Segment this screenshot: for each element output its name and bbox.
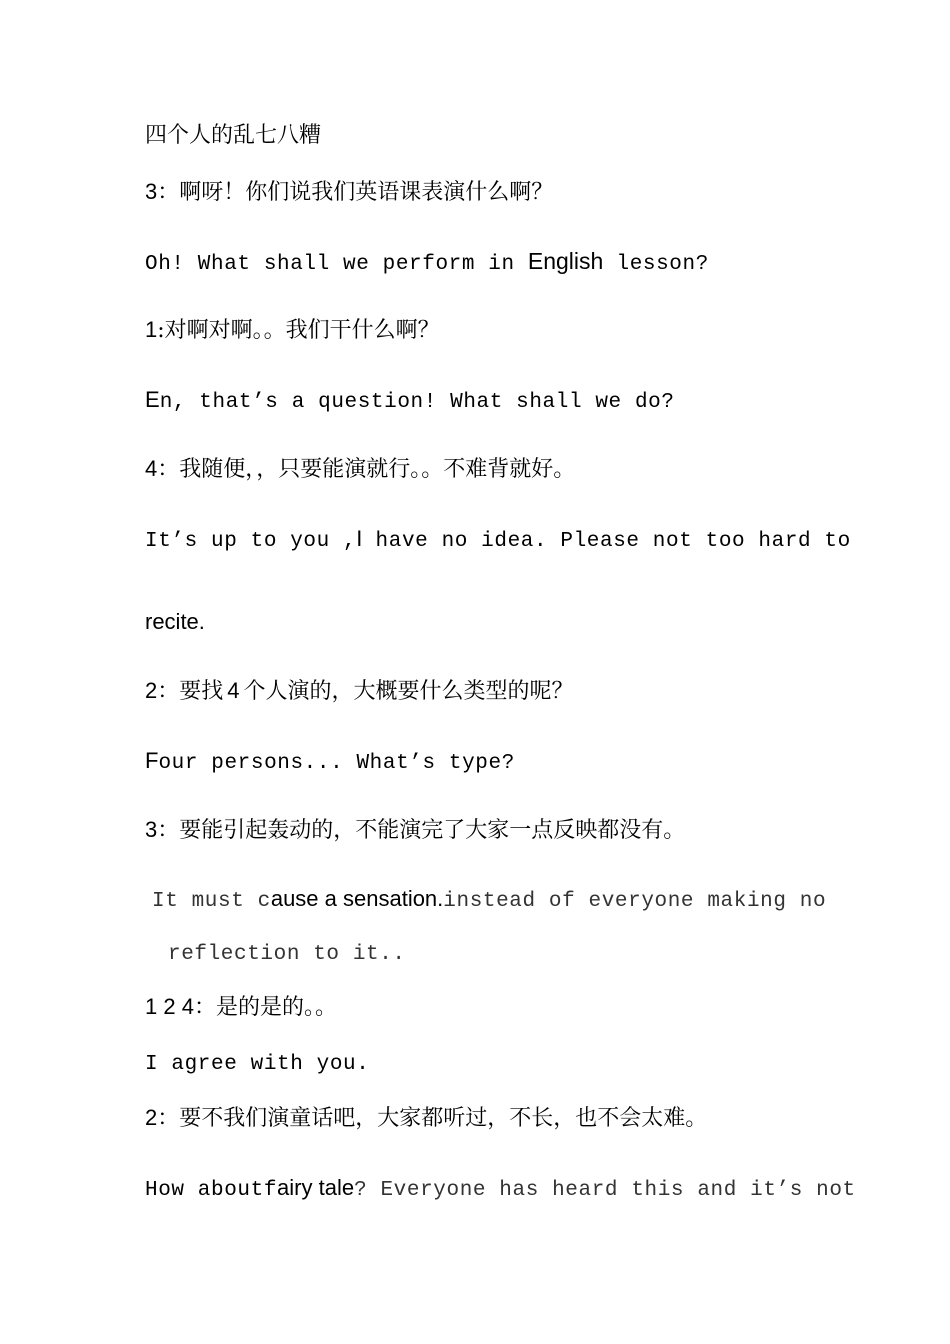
chinese-text: ：要找	[157, 679, 224, 704]
dialogue-line-16	[145, 1177, 856, 1201]
dialogue-line-8	[145, 680, 574, 703]
dialogue-line-13	[145, 996, 337, 1019]
dialogue-line-10	[145, 819, 685, 842]
chinese-text: :对啊对啊。。我们干什么啊？	[157, 318, 440, 343]
dialogue-line-9	[145, 750, 515, 774]
english-text: Oh! What shall we perform in	[145, 253, 528, 276]
chinese-text: ：啊呀！你们说我们英语课表演什么啊？	[157, 180, 554, 205]
english-text-word: I	[356, 526, 363, 551]
english-text: It’s up to you ,	[145, 530, 357, 553]
dialogue-line-2	[145, 250, 709, 275]
english-text-word: English	[527, 248, 604, 274]
english-text-end: ? Everyone has heard this and it’s not	[354, 1179, 856, 1202]
speaker-label: 3	[145, 817, 158, 842]
chinese-text: ：我随便，，只要能演就行。。不难背就好。	[157, 457, 576, 482]
english-text-phrase: airy tale	[277, 1175, 355, 1200]
speaker-label: 1 2 4	[145, 994, 194, 1019]
english-text: recite.	[145, 609, 205, 634]
english-text: n, that’s a question! What shall we do?	[159, 391, 675, 414]
english-text-end: have no idea. Please not too hard to	[362, 530, 851, 553]
english-text: our persons... What’s type?	[158, 752, 515, 775]
dialogue-line-1	[145, 181, 553, 204]
speaker-label: 2	[145, 1105, 158, 1130]
dialogue-line-11	[152, 888, 826, 912]
english-text-phrase: ause a sensation.	[270, 886, 444, 911]
english-text: It must c	[152, 890, 271, 913]
dialogue-line-12	[168, 944, 406, 965]
chinese-text: ：是的是的。。	[193, 995, 337, 1020]
english-text-end: lesson?	[603, 253, 709, 276]
title-text-value: 四个人的乱七八糟	[145, 123, 322, 148]
dialogue-line-14	[145, 1054, 369, 1075]
speaker-label: 1	[145, 317, 158, 342]
english-text: reflection to it..	[168, 943, 406, 966]
number-text: 4	[227, 678, 240, 703]
dialogue-line-7	[145, 611, 205, 633]
chinese-text-end: 个人演的，大概要什么类型的呢？	[243, 679, 574, 704]
english-text: How aboutf	[145, 1179, 278, 1202]
english-initial: E	[145, 387, 160, 412]
chinese-text: ：要能引起轰动的，不能演完了大家一点反映都没有。	[157, 818, 686, 843]
dialogue-line-3	[145, 319, 440, 342]
english-text: I agree with you.	[145, 1053, 370, 1076]
english-initial: F	[145, 748, 159, 773]
document-title	[145, 125, 321, 147]
dialogue-line-6	[145, 528, 851, 552]
chinese-text: ：要不我们演童话吧，大家都听过，不长，也不会太难。	[157, 1106, 708, 1131]
dialogue-line-4	[145, 389, 675, 413]
dialogue-line-15	[145, 1107, 707, 1130]
speaker-label: 3	[145, 179, 158, 204]
dialogue-line-5	[145, 458, 575, 481]
speaker-label: 4	[145, 456, 158, 481]
speaker-label: 2	[145, 678, 158, 703]
english-text-end: instead of everyone making no	[443, 890, 827, 913]
